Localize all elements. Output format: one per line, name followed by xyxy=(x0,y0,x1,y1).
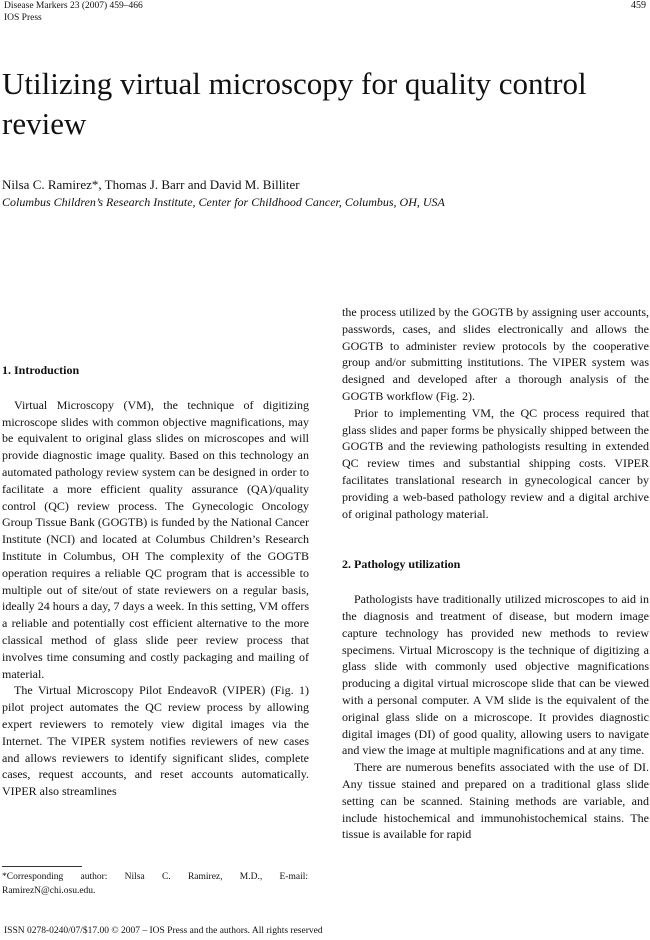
intro-paragraph-3: Prior to implementing VM, the QC process required that glass slides and paper forms be physically shipped between the GOGTB and the reviewing pathologists resulting in extended QC review times and substantial shipping costs. VIPER facilitates translational research in gynecological cancer by providing a web-based pathology review and a digital archive of original pathology material. xyxy=(342,405,649,521)
article-title: Utilizing virtual microscopy for quality control review xyxy=(2,66,587,141)
author-list: Nilsa C. Ramirez*, Thomas J. Barr and David M. Billiter xyxy=(2,177,300,192)
publisher-name: IOS Press xyxy=(4,13,42,23)
copyright-footer: ISSN 0278-0240/07/$17.00 © 2007 – IOS Press and the authors. All rights reserved xyxy=(4,926,323,936)
right-column xyxy=(342,304,649,843)
journal-citation: Disease Markers 23 (2007) 459–466 xyxy=(4,1,143,11)
intro-paragraph-2-continued: the process utilized by the GOGTB by assigning user accounts, passwords, cases, and slides electronically and allows the GOGTB to administer review protocols by the cooperative group and/or submitting institutions. The VIPER system was designed and developed after a thorough analysis of the GOGTB workflow (Fig. 2). xyxy=(342,305,649,403)
left-column xyxy=(2,362,309,800)
section-heading-pathology-utilization: 2. Pathology utilization xyxy=(342,557,461,572)
running-header xyxy=(4,0,143,24)
intro-paragraph-2: The Virtual Microscopy Pilot EndeavoR (VIPER) (Fig. 1) pilot project automates the QC review process by allowing expert reviewers to remotely view digital images via the Internet. The VIPER system notifies reviewers of new cases and allows reviewers to identify significant slides, complete cases, request accounts, and reset accounts automatically. VIPER also streamlines xyxy=(2,683,309,799)
intro-paragraph-1: Virtual Microscopy (VM), the technique of digitizing microscope slides with common objective magnifications, may be equivalent to original glass slides on microscopes and will provide diagnostic image quality. Based on this technology an automated pathology review system can be designed in order to facilitate a more efficient quality assurance (QA)/quality control (QC) review process. The Gynecologic Oncology Group Tissue Bank (GOGTB) is funded by the National Cancer Institute (NCI) and located at Columbus Children’s Research Institute in Columbus, OH The complexity of the GOGTB operation requires a reliable QC program that is accessible to multiple out of site/out of state reviewers on a regular basis, ideally 24 hours a day, 7 days a week. In this setting, VM offers a reliable and potentially cost efficient alternative to the more classical method of glass slide peer review process that involves time consuming and costly packaging and mailing of material. xyxy=(2,397,309,681)
section-heading-introduction: 1. Introduction xyxy=(2,363,80,377)
pathology-paragraph-2: There are numerous benefits associated with the use of DI. Any tissue stained and prepared on a traditional glass slide setting can be scanned. Staining methods are variable, and include histochemical and immunohistochemical stains. The tissue is available for rapid xyxy=(342,760,649,842)
pathology-paragraph-1: Pathologists have traditionally utilized microscopes to aid in the diagnosis and treatment of disease, but modern image capture technology has provided new methods to review specimens. Virtual Microscopy is the technique of digitizing a glass slide with commonly used objective magnifications producing a digital virtual microscope slide that can be viewed with a personal computer. A VM slide is the equivalent of the original glass slide on a microscope. It provides diagnostic digital images (DI) of good quality, allowing users to navigate and view the image at multiple magnifications and at any time. xyxy=(342,592,649,758)
corresponding-author-footnote: *Corresponding author: Nilsa C. Ramirez, M.D., E-mail: RamirezN@chi.osu.edu. xyxy=(2,872,308,896)
footnote-rule xyxy=(2,866,82,867)
page-number: 459 xyxy=(631,0,646,11)
affiliation: Columbus Children’s Research Institute, Center for Childhood Cancer, Columbus, OH, USA xyxy=(2,195,445,209)
